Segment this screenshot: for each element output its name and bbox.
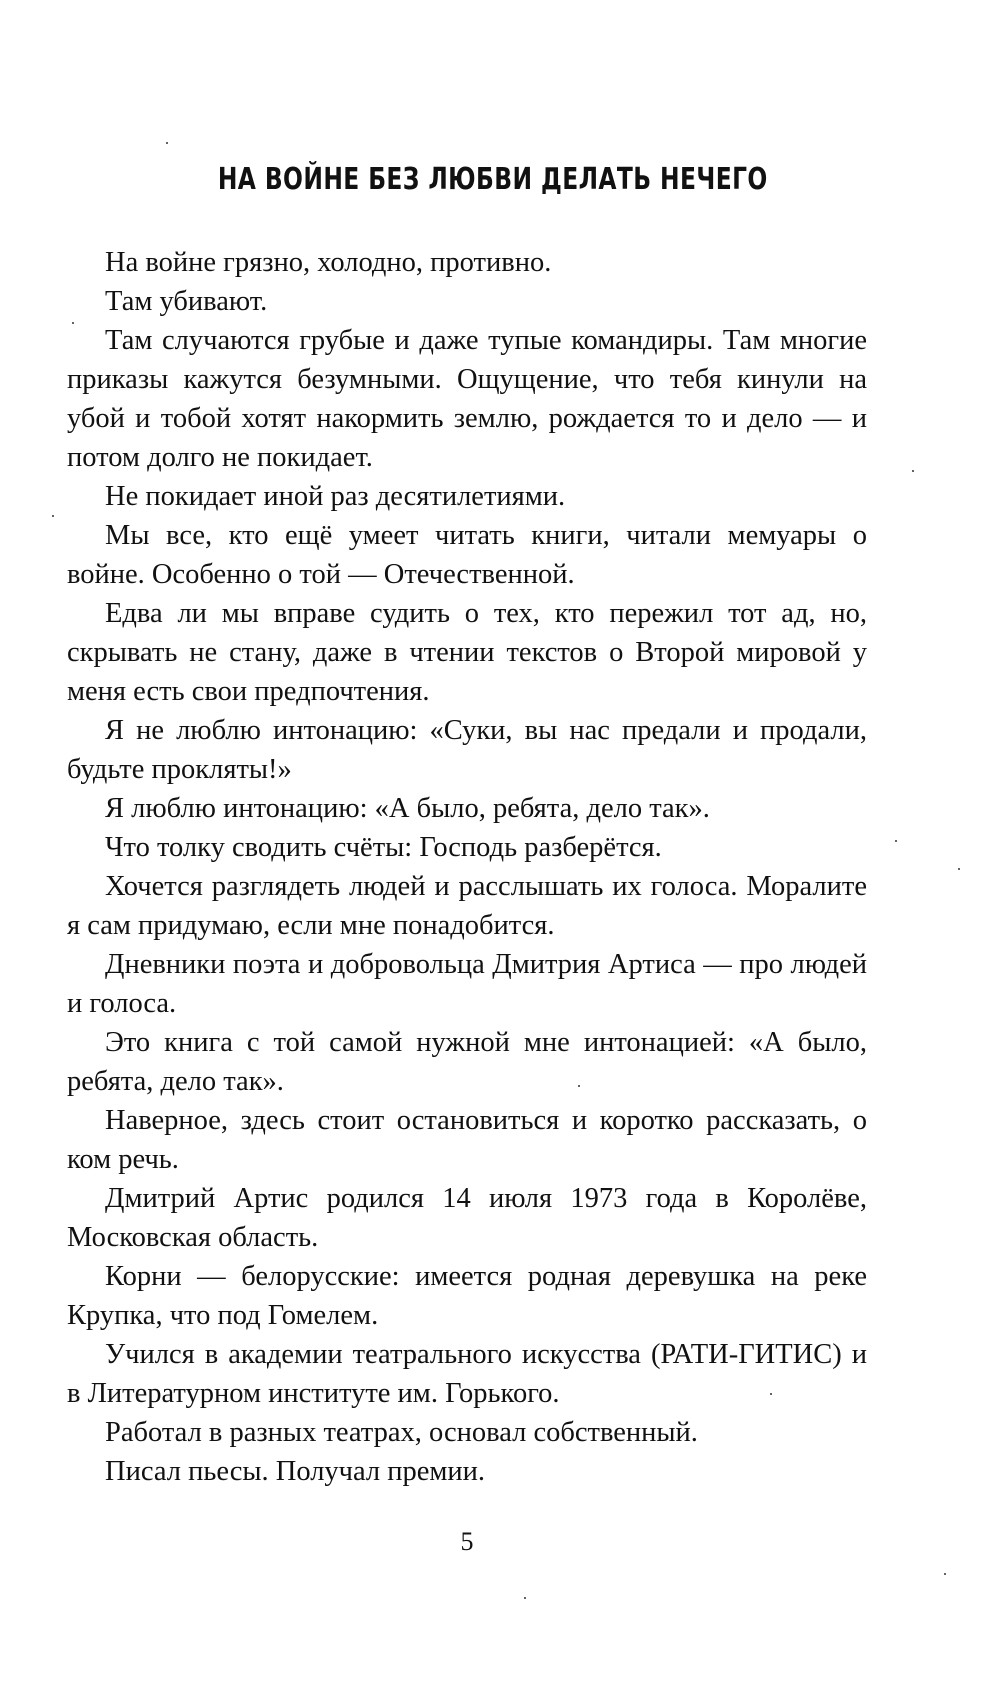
scan-speck [524,1597,526,1599]
page-number: 5 [460,1527,474,1556]
scan-speck [52,515,54,517]
paragraph: Наверное, здесь стоит остановиться и коротко рассказать, о ком речь. [67,1105,867,1175]
paragraph: Это книга с той самой нужной мне интонацией: «А было, ребята, дело так». [67,1027,867,1097]
paragraph: На войне грязно, холодно, противно. [105,247,552,278]
paragraph: Работал в разных театрах, основал собственный. [105,1417,698,1448]
paragraph: Корни — белорусские: имеется родная деревушка на реке Крупка, что под Гомелем. [67,1261,867,1331]
paragraph: Едва ли мы вправе судить о тех, кто пережил тот ад, но, скрывать не стану, даже в чтении текстов о Второй мировой у меня есть свои предпочтения. [67,598,867,707]
paragraph: Я люблю интонацию: «А было, ребята, дело так». [105,793,710,824]
paragraph: Там случаются грубые и даже тупые командиры. Там многие приказы кажутся безумными. Ощущение, что тебя кинули на убой и тобой хотят накормить землю, рождается то и дело — и потом долго не покидает. [67,325,867,473]
scan-speck [958,868,960,870]
paragraph: Дмитрий Артис родился 14 июля 1973 года в Королёве, Московская область. [67,1183,867,1253]
paragraph: Писал пьесы. Получал премии. [105,1456,486,1487]
paragraph: Мы все, кто ещё умеет читать книги, читали мемуары о войне. Особенно о той — Отечественной. [67,520,867,590]
scan-speck [166,142,168,144]
paragraph: Не покидает иной раз десятилетиями. [105,481,566,512]
scan-speck [770,1393,772,1395]
paragraph: Там убивают. [105,286,268,317]
chapter-title: НА ВОЙНЕ БЕЗ ЛЮБВИ ДЕЛАТЬ НЕЧЕГО [217,162,768,197]
scan-speck [72,322,74,324]
paragraph: Я не люблю интонацию: «Суки, вы нас предали и продали, будьте прокляты!» [67,715,867,785]
paragraph: Хочется разглядеть людей и расслышать их голоса. Моралите я сам придумаю, если мне понадобится. [67,871,867,941]
scan-speck [578,1085,580,1087]
scan-speck [944,1573,946,1575]
body-text [67,243,867,1491]
paragraph: Дневники поэта и добровольца Дмитрия Артиса — про людей и голоса. [67,949,867,1019]
scan-speck [895,840,897,842]
scan-speck [912,470,914,472]
paragraph: Что толку сводить счёты: Господь разберётся. [105,832,662,863]
paragraph: Учился в академии театрального искусства (РАТИ-ГИТИС) и в Литературном институте им. Горького. [67,1339,867,1409]
